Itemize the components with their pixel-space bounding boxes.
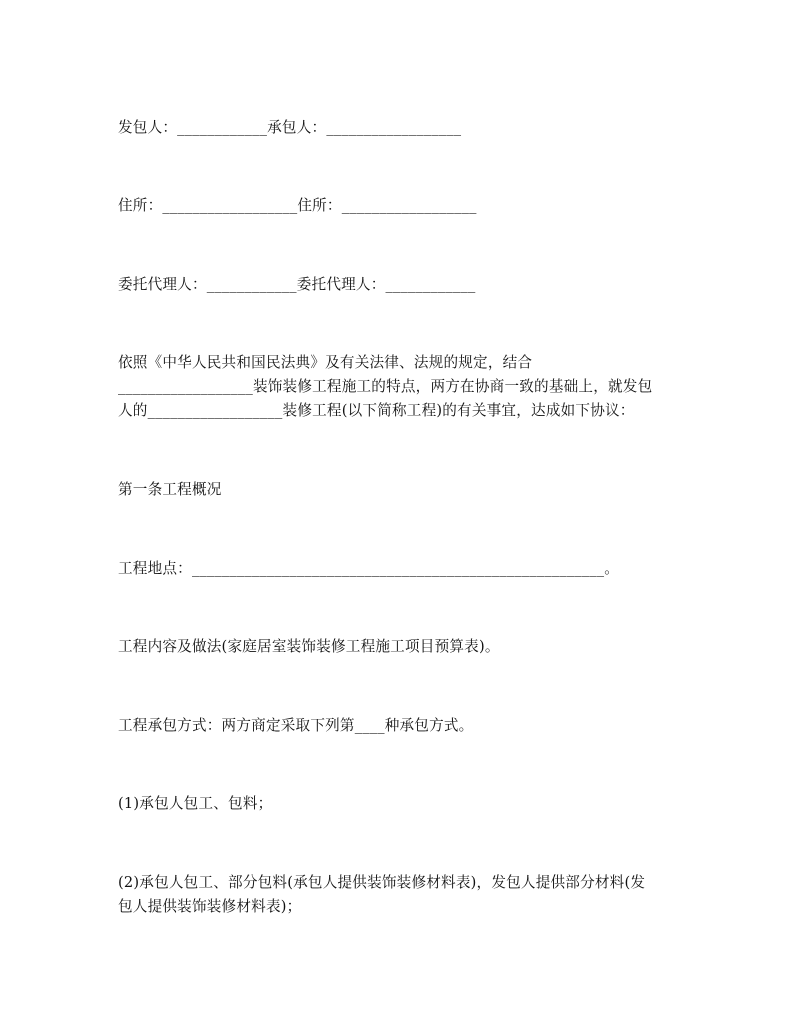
preamble-line-2: __________________装饰装修工程施工的特点，两方在协商一致的基础上，就发包 [118, 378, 653, 395]
preamble-line-3: 人的__________________装修工程(以下简称工程)的有关事宜，达成如下协议： [118, 402, 635, 419]
address-line: 住所：__________________住所：__________________ [118, 197, 477, 214]
option-1: (1)承包人包工、包料； [118, 795, 273, 812]
content-line: 工程内容及做法(家庭居室装饰装修工程施工项目预算表)。 [118, 638, 500, 655]
option-2-line-2: 包人提供装饰装修材料表)； [118, 898, 302, 915]
preamble-line-1: 依照《中华人民共和国民法典》及有关法律、法规的规定，结合 [118, 354, 533, 371]
party-line: 发包人：____________承包人：__________________ [118, 119, 462, 136]
contract-mode-line: 工程承包方式：两方商定采取下列第____种承包方式。 [118, 717, 474, 734]
agent-line: 委托代理人：____________委托代理人：____________ [118, 276, 476, 293]
option-2-line-1: (2)承包人包工、部分包料(承包人提供装饰装修材料表)，发包人提供部分材料(发 [118, 874, 646, 891]
site-line: 工程地点：_______________________________________________________。 [118, 560, 620, 577]
article-1-title: 第一条工程概况 [118, 481, 222, 498]
